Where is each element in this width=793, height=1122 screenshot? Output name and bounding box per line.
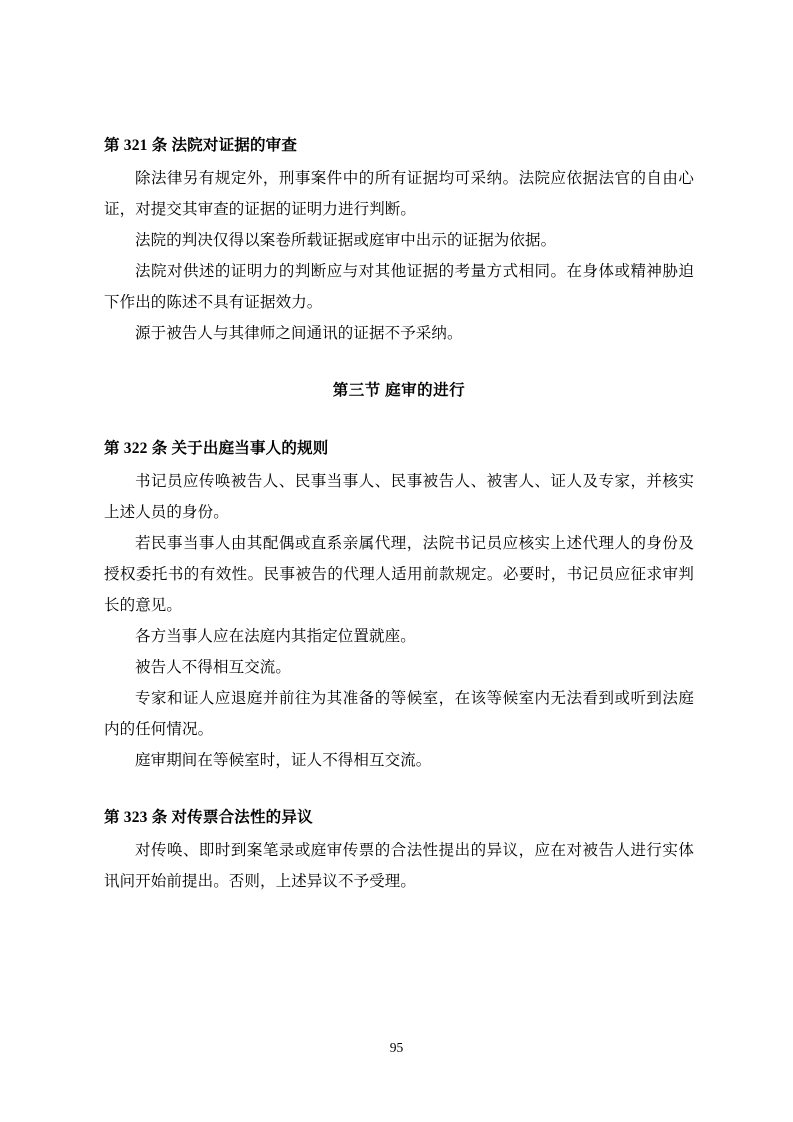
article-323-paragraph-1: 对传唤、即时到案笔录或庭审传票的合法性提出的异议，应在对被告人进行实体讯问开始前提出。否则，上述异议不予受理。 bbox=[104, 842, 694, 890]
article-322-paragraph-5: 专家和证人应退庭并前往为其准备的等候室，在该等候室内无法看到或听到法庭内的任何情况。 bbox=[104, 689, 694, 738]
article-322-heading: 第 322 条 关于出庭当事人的规则 bbox=[104, 439, 329, 457]
section-3-title: 第三节 庭审的进行 bbox=[332, 382, 466, 400]
article-321-heading: 第 321 条 法院对证据的审查 bbox=[104, 137, 298, 154]
spacer bbox=[104, 403, 694, 437]
article-322-paragraph-6: 庭审期间在等候室时，证人不得相互交流。 bbox=[135, 751, 432, 769]
article-322-paragraph-3: 各方当事人应在法庭内其指定位置就座。 bbox=[135, 627, 416, 645]
article-322-paragraph-4: 被告人不得相互交流。 bbox=[135, 658, 292, 676]
article-323-heading: 第 323 条 对传票合法性的异议 bbox=[104, 808, 313, 826]
document-body bbox=[104, 134, 694, 897]
article-321-paragraph-2: 法院的判决仅得以案卷所载证据或庭审中出示的证据为依据。 bbox=[135, 232, 557, 250]
spacer bbox=[104, 776, 694, 806]
article-322-paragraph-2: 若民事当事人由其配偶或直系亲属代理，法院书记员应核实上述代理人的身份及授权委托书的有效性。民事被告的代理人适用前款规定。必要时，书记员应征求审判长的意见。 bbox=[104, 534, 694, 614]
spacer bbox=[104, 349, 694, 379]
article-321-paragraph-1: 除法律另有规定外，刑事案件中的所有证据均可采纳。法院应依据法官的自由心证，对提交其审查的证据的证明力进行判断。 bbox=[104, 170, 694, 219]
page-number: 95 bbox=[389, 1040, 404, 1055]
article-322-paragraph-1: 书记员应传唤被告人、民事当事人、民事被告人、被害人、证人及专家，并核实上述人员的身份。 bbox=[104, 472, 694, 521]
article-321-paragraph-4: 源于被告人与其律师之间通讯的证据不予采纳。 bbox=[135, 325, 463, 343]
article-321-paragraph-3: 法院对供述的证明力的判断应与对其他证据的考量方式相同。在身体或精神胁迫下作出的陈述不具有证据效力。 bbox=[104, 263, 694, 312]
